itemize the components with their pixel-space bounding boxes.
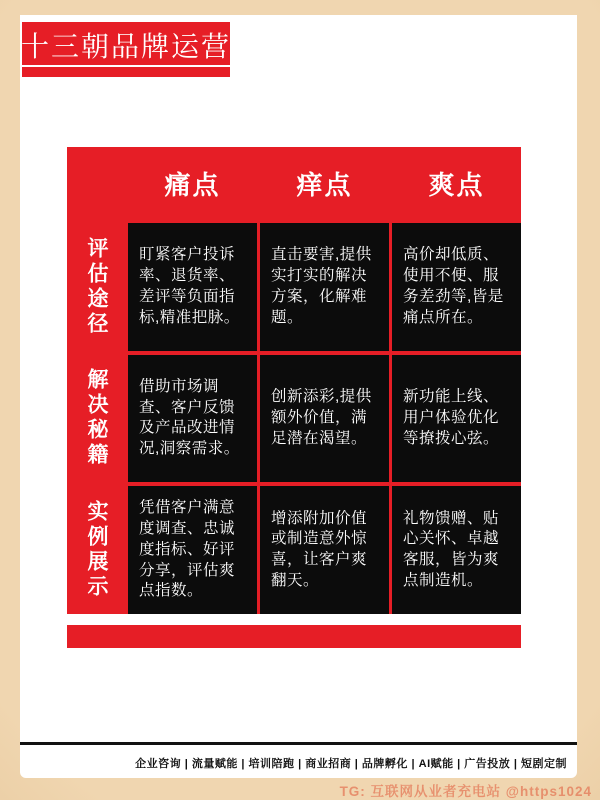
column-header-delight-point: 爽点 — [392, 147, 521, 219]
footer-divider — [20, 742, 577, 745]
row-label-example-showcase: 实例展示 — [67, 486, 125, 614]
table-cell-r1c1: 盯紧客户投诉率、退货率、差评等负面指标,精准把脉。 — [128, 223, 257, 351]
panel-corner — [67, 147, 125, 219]
brand-badge — [22, 22, 230, 77]
table-cell-r3c1: 凭借客户满意度调查、忠诚度指标、好评分享，评估爽点指数。 — [128, 486, 257, 614]
table-cell-r1c3: 高价却低质、使用不便、服务差劲等,皆是痛点所在。 — [392, 223, 521, 351]
table-cell-r3c3: 礼物馈赠、贴心关怀、卓越客服，皆为爽点制造机。 — [392, 486, 521, 614]
table-cell-r2c1: 借助市场调查、客户反馈及产品改进情况,洞察需求。 — [128, 355, 257, 483]
table-cell-r2c3: 新功能上线、用户体验优化等撩拨心弦。 — [392, 355, 521, 483]
brand-title: 十三朝品牌运营 — [21, 32, 231, 68]
bottom-red-strip — [67, 625, 521, 648]
table-cell-r1c2: 直击要害,提供实打实的解决方案，化解难题。 — [260, 223, 389, 351]
table-cell-r2c2: 创新添彩,提供额外价值，满足潜在渴望。 — [260, 355, 389, 483]
column-header-pain-point: 痛点 — [128, 147, 257, 219]
table-cell-r3c2: 增添附加价值或制造意外惊喜，让客户爽翻天。 — [260, 486, 389, 614]
footer-services-list: 企业咨询 | 流量赋能 | 培训陪跑 | 商业招商 | 品牌孵化 | AI赋能 | 广告投放 | 短剧定制 — [135, 758, 567, 770]
telegram-watermark: TG: 互联网从业者充电站 @https1024 — [339, 784, 592, 799]
column-header-itch-point: 痒点 — [260, 147, 389, 219]
matrix-panel — [67, 147, 521, 614]
row-label-solution-secrets: 解决秘籍 — [67, 355, 125, 483]
row-label-evaluation-approach: 评估途径 — [67, 223, 125, 351]
